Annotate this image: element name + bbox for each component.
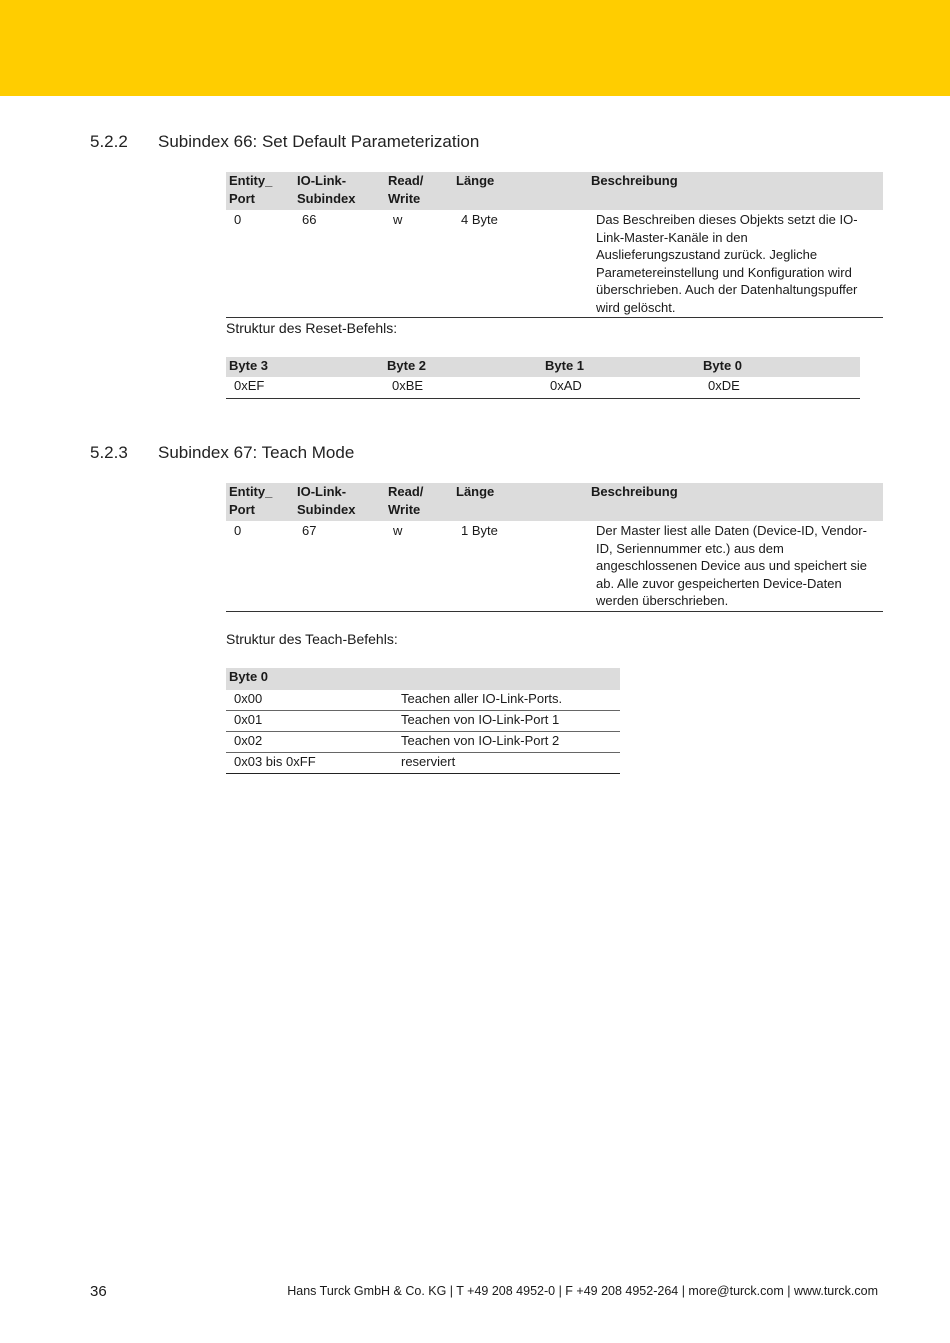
table-cell: 0xAD [550, 378, 582, 393]
table-cell: 0x00 [234, 691, 263, 706]
table-cell: 0 [234, 212, 242, 227]
column-header-line: Entity_ [229, 173, 273, 188]
table-cell: 0 [234, 523, 242, 538]
entity-table-66 [226, 172, 883, 318]
table-cell: 0x01 [226, 711, 393, 732]
table-row [226, 690, 620, 711]
column-header-line: Write [388, 501, 421, 517]
column-header-line: Subindex [297, 501, 356, 517]
column-header-line: IO-Link- [297, 173, 347, 188]
table-row [226, 753, 620, 774]
column-header-line: Port [229, 190, 255, 206]
reset-caption: Struktur des Reset-Befehls: [226, 320, 398, 336]
column-header: Byte 3 [226, 357, 384, 377]
table-cell: 0xBE [392, 378, 424, 393]
table-row [226, 521, 883, 611]
table-cell: 0xEF [234, 378, 265, 393]
table-cell: Teachen aller IO-Link-Ports. [401, 691, 563, 706]
table-cell: Das Beschreiben dieses Objekts setzt die IO-Link-Master-Kanäle in den Auslieferungszustand zurück. Jegliche Parametereinstellung und Konfiguration wird überschrieben. Auch der Datenhaltungspuffer wird gelöscht. [596, 212, 858, 315]
column-header-line: Subindex [297, 190, 356, 206]
table-cell: Teachen von IO-Link-Port 1 [393, 711, 620, 732]
table-cell: Teachen von IO-Link-Port 2 [393, 732, 620, 753]
entity-table-67 [226, 483, 883, 612]
section-title: Subindex 67: Teach Mode [158, 443, 355, 462]
column-header [294, 172, 385, 210]
section-title: Subindex 66: Set Default Parameterization [158, 132, 480, 151]
column-header: Beschreibung [588, 483, 883, 521]
column-header-line: Read/ [388, 173, 424, 188]
table-row [226, 377, 860, 399]
table-cell: 0x03 bis 0xFF [226, 753, 393, 774]
table-row [226, 210, 883, 318]
table-cell: w [393, 523, 403, 538]
table-header-row [226, 357, 860, 377]
table-header-row [226, 668, 620, 690]
column-header: Byte 1 [542, 357, 700, 377]
column-header [385, 483, 453, 521]
table-cell: reserviert [393, 753, 620, 774]
header-bar [0, 0, 950, 96]
column-header [294, 483, 385, 521]
table-cell: 1 Byte [461, 523, 498, 538]
column-header: Byte 0 [700, 357, 860, 377]
reset-table [226, 357, 860, 399]
table-row [226, 711, 620, 732]
section-number: 5.2.2 [90, 132, 128, 151]
table-cell: Der Master liest alle Daten (Device-ID, Vendor-ID, Seriennummer etc.) aus dem angeschlossenen Device aus und speichert sie ab. Alle zuvor gespeicherten Device-Daten werden überschrieben. [596, 523, 868, 608]
page-number: 36 [90, 1283, 107, 1300]
table-header-row [226, 483, 883, 521]
table-cell: 67 [302, 523, 317, 538]
table-cell: 0x02 [226, 732, 393, 753]
table-cell: 4 Byte [461, 212, 498, 227]
table-header-row [226, 172, 883, 210]
column-header: Beschreibung [588, 172, 883, 210]
column-header-line: Read/ [388, 484, 424, 499]
teach-caption: Struktur des Teach-Befehls: [226, 631, 398, 647]
table-cell: w [393, 212, 403, 227]
column-header: Byte 2 [384, 357, 542, 377]
column-header: Länge [453, 172, 588, 210]
column-header-line: Entity_ [229, 484, 273, 499]
column-header-line: Port [229, 501, 255, 517]
footer-contact: Hans Turck GmbH & Co. KG | T +49 208 4952-0 | F +49 208 4952-264 | more@turck.com | www.turck.com [287, 1284, 878, 1298]
column-header [385, 172, 453, 210]
column-header-line: Write [388, 190, 421, 206]
teach-table [226, 668, 620, 774]
section-number: 5.2.3 [90, 443, 128, 462]
column-header [226, 172, 294, 210]
table-cell: 66 [302, 212, 317, 227]
table-row [226, 732, 620, 753]
column-header: Länge [453, 483, 588, 521]
column-header-line: IO-Link- [297, 484, 347, 499]
column-header: Byte 0 [226, 668, 620, 690]
column-header [226, 483, 294, 521]
table-cell: 0xDE [708, 378, 740, 393]
